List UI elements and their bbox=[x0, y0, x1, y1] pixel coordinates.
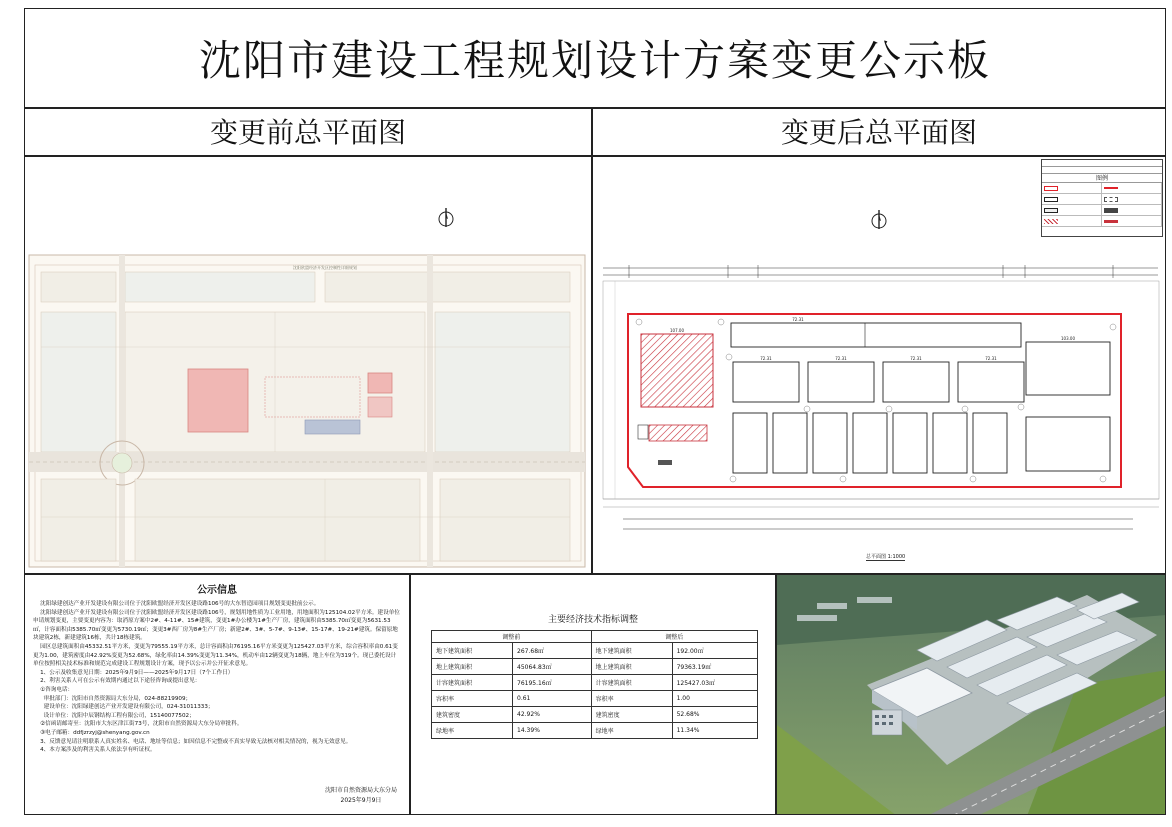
table-header-row bbox=[432, 631, 758, 643]
building-label: 107.00 bbox=[670, 328, 684, 333]
row-label: 地上建筑面积 bbox=[432, 659, 513, 675]
notice-panel bbox=[24, 574, 410, 815]
table-row bbox=[432, 643, 758, 659]
table-row bbox=[432, 707, 758, 723]
table-row bbox=[432, 675, 758, 691]
after-plan-panel bbox=[592, 156, 1166, 574]
notice-date: 2025年9月9日 bbox=[340, 797, 382, 804]
after-plan-title: 变更后总平面图 bbox=[780, 116, 977, 149]
notice-body: 沈阳绿建创达产业开发建设有限公司位于沈阳欧盟经济开发区建设路106号的大东智造园项目规划变更批前公示。 沈阳绿建创达产业开发建设有限公司位于沈阳欧盟经济开发区建设路106号，规划用地性质为工业用地，用地面积为125104.02平方米。建设单位申请规划变更，主要变更内容为：取消原方案中2#、4-11#、15#建筑，变更1#办公楼为1#生产厂房，建筑面积由5385.70㎡变更为5631.53㎡，计容面积由5385.70㎡变更为5730.19㎡；变更3#西厂房为8#生产厂房；新建2#、3#、5-7#、9-13#、15-17#、19-21#建筑。保留原地块建筑2栋，新建建筑16栋，共计18栋建筑。 园区总建筑面积由45332.51平方米，变更为79555.19平方米，总计容面积由76195.16平方米变更为125427.03平方米，综合容积率由0.61变更为1.00，建筑密度由42.92%变更为52.68%，绿化率由14.39%变更为11.34%，机动车由12辆变更为18辆，地上车位为319个。现已委托设计单位按照相关技术标准和规范完成建设工程规划设计方案，现予以公示并公开征求意见。 1、公示及收集意见日期：2025年9月9日——2025年9月17日（7个工作日） 2、利害关系人可在公示有效期内通过以下途径咨询或提出意见： ①咨询电话： 审批部门：沈阳市自然资源局大东分局，024-88219909； 建设单位：沈阳绿建创达产业开发建设有限公司，024-31011333； 设计单位：沈阳中辰钢结构工程有限公司，15140077502； ②信函请邮寄至：沈阳市大东区津江街73号，沈阳市自然资源局大东分局审批科。 ③电子邮箱：ddfjzrzyj@shenyang.gov.cn 3、反馈意见请注明联系人真实姓名、电话、地址等信息；如因信息不完整或不真实导致无法核对相关情况的，视为无效意见。 4、本方案涉及的利害关系人依法享有听证权。 bbox=[33, 601, 400, 754]
indicators-panel bbox=[410, 574, 776, 815]
row-label: 地下建筑面积 bbox=[591, 643, 672, 659]
row-label: 计容建筑面积 bbox=[591, 675, 672, 691]
building-label: 103.00 bbox=[1061, 336, 1075, 341]
before-plan-title: 变更前总平面图 bbox=[209, 116, 406, 149]
row-label: 容积率 bbox=[432, 691, 513, 707]
row-label: 地下建筑面积 bbox=[432, 643, 513, 659]
row-value-after: 1.00 bbox=[672, 691, 757, 707]
building-label: 72.31 bbox=[760, 356, 772, 361]
row-value-before: 45064.83㎡ bbox=[513, 659, 592, 675]
row-label: 建筑密度 bbox=[432, 707, 513, 723]
notice-signature-block bbox=[325, 786, 397, 806]
row-value-after: 11.34% bbox=[672, 723, 757, 739]
row-value-after: 52.68% bbox=[672, 707, 757, 723]
row-value-before: 42.92% bbox=[513, 707, 592, 723]
notice-heading: 公示信息 bbox=[197, 585, 237, 596]
board-title-box bbox=[24, 8, 1166, 108]
before-plan-panel bbox=[24, 156, 592, 574]
board-title: 沈阳市建设工程规划设计方案变更公示板 bbox=[198, 36, 991, 85]
after-site-plan bbox=[593, 157, 1165, 573]
legend-title: 图例 bbox=[1042, 174, 1162, 183]
row-label: 计容建筑面积 bbox=[432, 675, 513, 691]
aerial-rendering bbox=[776, 574, 1166, 815]
row-value-before: 267.68㎡ bbox=[513, 643, 592, 659]
row-label: 绿地率 bbox=[591, 723, 672, 739]
before-title-box bbox=[24, 108, 592, 156]
notice-signature: 沈阳市自然资源局大东分局 bbox=[324, 787, 397, 794]
row-value-after: 192.00㎡ bbox=[672, 643, 757, 659]
building-label: 72.31 bbox=[835, 356, 847, 361]
row-label: 建筑密度 bbox=[591, 707, 672, 723]
before-site-plan bbox=[25, 157, 591, 573]
row-value-before: 14.39% bbox=[513, 723, 592, 739]
indicators-table bbox=[431, 630, 758, 739]
building-label: 72.31 bbox=[985, 356, 997, 361]
aerial-rendering-image bbox=[777, 575, 1166, 815]
row-label: 地上建筑面积 bbox=[591, 659, 672, 675]
row-value-before: 0.61 bbox=[513, 691, 592, 707]
after-title-box bbox=[592, 108, 1166, 156]
row-value-before: 76195.16㎡ bbox=[513, 675, 592, 691]
col-before-header: 调整前 bbox=[432, 631, 592, 643]
row-label: 绿地率 bbox=[432, 723, 513, 739]
row-label: 容积率 bbox=[591, 691, 672, 707]
col-after-header: 调整后 bbox=[591, 631, 757, 643]
row-value-after: 125427.03㎡ bbox=[672, 675, 757, 691]
before-drawing-title: 沈阳欧盟经济开发区控制性详细规划 bbox=[293, 265, 357, 270]
table-row bbox=[432, 659, 758, 675]
plan-scale: 总平面图 1:1000 bbox=[866, 554, 906, 560]
building-label: 72.31 bbox=[792, 317, 804, 322]
table-row bbox=[432, 723, 758, 739]
table-row bbox=[432, 691, 758, 707]
building-label: 72.31 bbox=[910, 356, 922, 361]
indicators-heading: 主要经济技术指标调整 bbox=[547, 615, 638, 625]
row-value-after: 79363.19㎡ bbox=[672, 659, 757, 675]
